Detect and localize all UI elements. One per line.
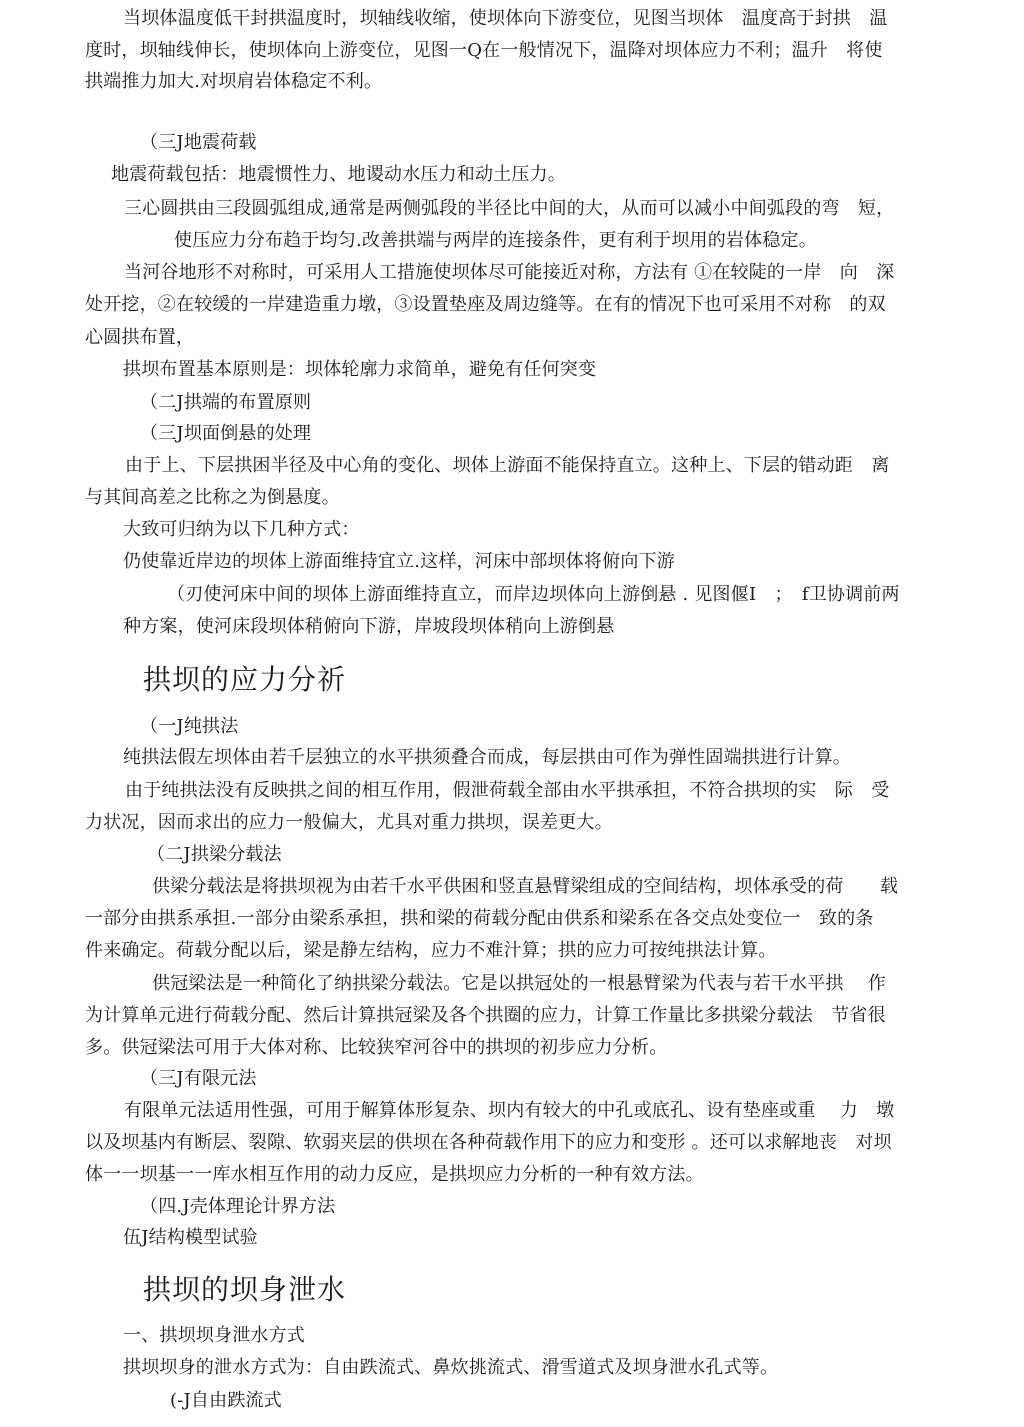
paragraph-line: （刃使河床中间的坝体上游面维持直立，而岸边坝体向上游倒悬 . 见图偃I ； f卫协调前两 — [167, 584, 900, 605]
section-subheading: （四.J壳体理论计界方法 — [140, 1196, 336, 1217]
paragraph-line: 处开挖，②在较缓的一岸建造重力墩，③设置垫座及周边缝等。在有的情况下也可采用不对称 的双 — [85, 294, 886, 315]
paragraph-line: 由于纯拱法没有反映拱之间的相互作用，假泄荷载全部由水平拱承担，不符合拱坝的实 际 受 — [125, 780, 890, 801]
paragraph-line: 件来确定。荷载分配以后，梁是静左结构，应力不难汁算；拱的应力可按纯拱法计算。 — [85, 940, 777, 961]
paragraph-line: 地震荷载包括：地震惯性力、地谡动水压力和动土压力。 — [111, 164, 566, 185]
paragraph-line: 拱坝坝身的泄水方式为：自由跌流式、鼻炊挑流式、滑雪道式及坝身泄水孔式等。 — [123, 1357, 779, 1378]
section-subheading: （三J有限元法 — [140, 1068, 257, 1089]
paragraph-line: 一部分由拱系承担.一部分由梁系承担，拱和梁的荷载分配由供系和梁系在各交点处变位一 致的条 — [85, 908, 874, 929]
paragraph-line: 多。供冠梁法可用于大体对称、比较狭窄河谷中的拱坝的初步应力分析。 — [85, 1037, 668, 1058]
paragraph-line: 以及坝基内有断层、裂隙、软弱夹层的供坝在各种荷载作用下的应力和变形 。还可以求解地丧 对坝 — [85, 1132, 892, 1153]
section-subheading: （二J拱端的布置原则 — [140, 392, 312, 413]
paragraph-line: 拱坝布置基本原则是：坝体轮廓力求简单，避免有任何突变 — [123, 359, 597, 380]
paragraph-line: 为计算单元进行荷载分配、然后计算拱冠梁及各个拱圈的应力，计算工作量比多拱梁分载法 节省很 — [85, 1005, 886, 1026]
section-subheading: (-J自由跌流式 — [170, 1390, 282, 1411]
section-subheading: （三J坝面倒悬的处理 — [140, 423, 312, 444]
paragraph-line: 纯拱法假左坝体由若千层独立的水平拱须叠合而成，每层拱由可作为弹性固端拱进行计算。 — [123, 747, 851, 768]
paragraph-line: 供梁分载法是将拱坝视为由若千水平供困和竖直悬臂梁组成的空间结构，坝体承受的荷 载 — [152, 876, 899, 897]
paragraph-line: 体一一坝基一一库水相互作用的动力反应，是拱坝应力分析的一种有效方法。 — [85, 1164, 704, 1185]
paragraph-line: 三心圆拱由三段圆弧组成,通常是两侧弧段的半径比中间的大，从而可以减小中间弧段的弯 短， — [124, 198, 895, 219]
section-subheading: （三J地震荷载 — [140, 132, 257, 153]
paragraph-line: 度时，坝轴线伸长，使坝体向上游变位，见图一Q在一般情况下，温降对坝体应力不利；温升 将使 — [85, 40, 883, 61]
paragraph-line: 当河谷地形不对称时，可采用人工措施使坝体尽可能接近对称，方法有 ①在较陡的一岸 向 深 — [124, 262, 895, 283]
paragraph-line: 有限单元法适用性强，可用于解算体形复杂、坝内有较大的中孔或底孔、设有垫座或重 力 墩 — [124, 1100, 895, 1121]
paragraph-line: 大致可归纳为以下几种方式： — [123, 519, 360, 540]
section-subheading: 一、拱坝坝身泄水方式 — [123, 1325, 305, 1346]
paragraph-line: 使压应力分布趋于均匀.改善拱端与两岸的连接条件，更有利于坝用的岩体稳定。 — [174, 230, 817, 251]
paragraph-line: 当坝体温度低干封拱温度时，坝轴线收缩，使坝体向下游变位，见图当坝体 温度高于封拱 温 — [123, 8, 888, 29]
section-subheading: （二J拱梁分载法 — [147, 844, 282, 865]
paragraph-line: 拱端推力加大.对坝肩岩体稳定不利。 — [85, 71, 383, 92]
paragraph-line: 种方案，使河床段坝体稍俯向下游，岸坡段坝体稍向上游倒悬 — [123, 616, 615, 637]
section-subheading: （一J纯拱法 — [140, 716, 239, 737]
paragraph-line: 心圆拱布置， — [85, 327, 195, 348]
paragraph-line: 与其间高差之比称之为倒悬度。 — [85, 487, 340, 508]
paragraph-line: 由于上、下层拱困半径及中心角的变化、坝体上游面不能保持直立。这种上、下层的错动距 离 — [125, 455, 890, 476]
paragraph-line: 力状况，因而求出的应力一般偏大，尤具对重力拱坝，误差更大。 — [85, 812, 613, 833]
section-heading: 拱坝的应力分祈 — [143, 663, 347, 696]
paragraph-line: 供冠梁法是一种简化了纳拱梁分载法。它是以拱冠处的一根悬臂梁为代表与若干水平拱 作 — [152, 973, 886, 994]
paragraph-line: 仍使靠近岸边的坝体上游面维持宜立.这样，河床中部坝体将俯向下游 — [123, 551, 675, 572]
section-subheading: 伍J结构模型试验 — [123, 1227, 258, 1248]
section-heading: 拱坝的坝身泄水 — [143, 1273, 347, 1306]
